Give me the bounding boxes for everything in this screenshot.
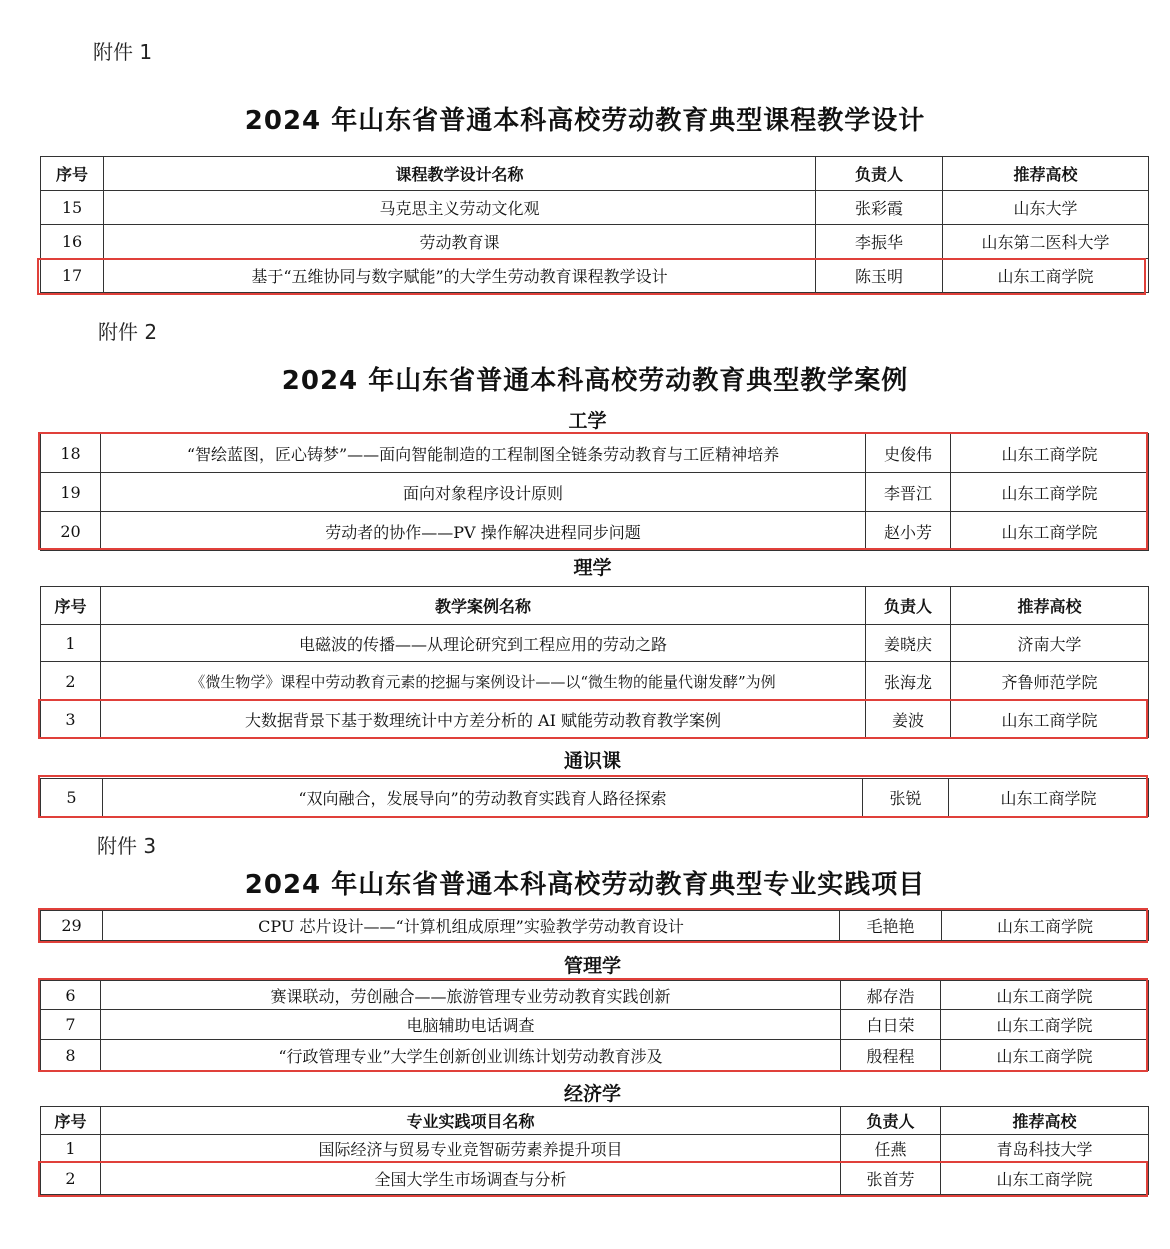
row-name: 面向对象程序设计原则 bbox=[101, 473, 866, 512]
header-name: 课程教学设计名称 bbox=[104, 157, 816, 191]
attachment-1-label: 附件 1 bbox=[93, 40, 153, 64]
row-no: 20 bbox=[41, 512, 101, 551]
row-name: 劳动者的协作——PV 操作解决进程同步问题 bbox=[101, 512, 866, 551]
row-name: “双向融合，发展导向”的劳动教育实践育人路径探索 bbox=[103, 779, 863, 817]
table-row bbox=[41, 662, 1149, 701]
row-school: 山东工商学院 bbox=[941, 1010, 1149, 1040]
table-row bbox=[41, 191, 1149, 225]
header-school: 推荐高校 bbox=[941, 1107, 1149, 1135]
category-general: 通识课 bbox=[563, 750, 621, 772]
category-economics: 经济学 bbox=[563, 1083, 621, 1105]
table-row bbox=[41, 434, 1149, 473]
row-lead: 张首芳 bbox=[841, 1163, 941, 1195]
row-school: 山东工商学院 bbox=[942, 911, 1149, 941]
attachment-3-label: 附件 3 bbox=[97, 834, 157, 858]
attachment-1-title: 2024 年山东省普通本科高校劳动教育典型课程教学设计 bbox=[244, 106, 926, 136]
row-name: “行政管理专业”大学生创新创业训练计划劳动教育涉及 bbox=[101, 1040, 841, 1071]
row-name: 电脑辅助电话调查 bbox=[101, 1010, 841, 1040]
row-lead: 陈玉明 bbox=[816, 259, 943, 293]
row-lead: 史俊伟 bbox=[866, 434, 951, 473]
table-row bbox=[41, 259, 1149, 293]
row-school: 山东工商学院 bbox=[943, 259, 1149, 293]
row-no: 2 bbox=[41, 1163, 101, 1195]
course-design-table bbox=[40, 156, 1149, 293]
row-name: 赛课联动，劳创融合——旅游管理专业劳动教育实践创新 bbox=[101, 981, 841, 1010]
row-no: 15 bbox=[41, 191, 104, 225]
row-school: 山东工商学院 bbox=[951, 473, 1149, 512]
project-top-table bbox=[40, 910, 1149, 941]
table-row bbox=[41, 473, 1149, 512]
table-row bbox=[41, 1135, 1149, 1163]
row-name: 马克思主义劳动文化观 bbox=[104, 191, 816, 225]
economics-project-table bbox=[40, 1106, 1149, 1195]
row-lead: 任燕 bbox=[841, 1135, 941, 1163]
category-management: 管理学 bbox=[563, 955, 621, 977]
row-name: 全国大学生市场调查与分析 bbox=[101, 1163, 841, 1195]
category-engineering: 工学 bbox=[568, 410, 607, 432]
row-name: CPU 芯片设计——“计算机组成原理”实验教学劳动教育设计 bbox=[103, 911, 840, 941]
header-school: 推荐高校 bbox=[951, 587, 1149, 625]
row-lead: 毛艳艳 bbox=[840, 911, 942, 941]
row-lead: 张海龙 bbox=[866, 662, 951, 701]
table-header-row bbox=[41, 157, 1149, 191]
row-name: 基于“五维协同与数字赋能”的大学生劳动教育课程教学设计 bbox=[104, 259, 816, 293]
row-no: 1 bbox=[41, 625, 101, 662]
row-name: 大数据背景下基于数理统计中方差分析的 AI 赋能劳动教育教学案例 bbox=[101, 701, 866, 738]
row-name: 《微生物学》课程中劳动教育元素的挖掘与案例设计——以“微生物的能量代谢发酵”为例 bbox=[101, 662, 866, 701]
row-no: 7 bbox=[41, 1010, 101, 1040]
row-no: 2 bbox=[41, 662, 101, 701]
table-row bbox=[41, 779, 1149, 817]
row-no: 18 bbox=[41, 434, 101, 473]
table-row bbox=[41, 512, 1149, 551]
header-lead: 负责人 bbox=[841, 1107, 941, 1135]
row-school: 山东工商学院 bbox=[941, 1040, 1149, 1071]
row-lead: 白日荣 bbox=[841, 1010, 941, 1040]
header-no: 序号 bbox=[41, 587, 101, 625]
table-row bbox=[41, 1163, 1149, 1195]
row-school: 山东工商学院 bbox=[949, 779, 1149, 817]
row-school: 山东工商学院 bbox=[951, 434, 1149, 473]
row-school: 山东工商学院 bbox=[951, 512, 1149, 551]
row-school: 山东工商学院 bbox=[941, 981, 1149, 1010]
row-lead: 赵小芳 bbox=[866, 512, 951, 551]
row-name: “智绘蓝图，匠心铸梦”——面向智能制造的工程制图全链条劳动教育与工匠精神培养 bbox=[101, 434, 866, 473]
row-no: 5 bbox=[41, 779, 103, 817]
header-no: 序号 bbox=[41, 1107, 101, 1135]
table-row bbox=[41, 1040, 1149, 1071]
header-name: 专业实践项目名称 bbox=[101, 1107, 841, 1135]
table-row bbox=[41, 625, 1149, 662]
attachment-3-title: 2024 年山东省普通本科高校劳动教育典型专业实践项目 bbox=[244, 870, 926, 900]
table-header-row bbox=[41, 587, 1149, 625]
row-school: 青岛科技大学 bbox=[941, 1135, 1149, 1163]
row-school: 济南大学 bbox=[951, 625, 1149, 662]
row-lead: 殷程程 bbox=[841, 1040, 941, 1071]
table-header-row bbox=[41, 1107, 1149, 1135]
row-lead: 李晋江 bbox=[866, 473, 951, 512]
row-no: 1 bbox=[41, 1135, 101, 1163]
row-no: 16 bbox=[41, 225, 104, 259]
header-lead: 负责人 bbox=[816, 157, 943, 191]
row-no: 6 bbox=[41, 981, 101, 1010]
header-name: 教学案例名称 bbox=[101, 587, 866, 625]
row-school: 山东第二医科大学 bbox=[943, 225, 1149, 259]
row-no: 8 bbox=[41, 1040, 101, 1071]
row-school: 山东大学 bbox=[943, 191, 1149, 225]
row-lead: 张彩霞 bbox=[816, 191, 943, 225]
row-name: 劳动教育课 bbox=[104, 225, 816, 259]
row-lead: 张锐 bbox=[863, 779, 949, 817]
row-no: 19 bbox=[41, 473, 101, 512]
row-school: 山东工商学院 bbox=[951, 701, 1149, 738]
science-case-table bbox=[40, 586, 1149, 738]
table-row bbox=[41, 911, 1149, 941]
header-lead: 负责人 bbox=[866, 587, 951, 625]
row-lead: 郝存浩 bbox=[841, 981, 941, 1010]
row-school: 山东工商学院 bbox=[941, 1163, 1149, 1195]
table-row bbox=[41, 981, 1149, 1010]
management-project-table bbox=[40, 980, 1149, 1071]
row-lead: 姜波 bbox=[866, 701, 951, 738]
attachment-2-title: 2024 年山东省普通本科高校劳动教育典型教学案例 bbox=[281, 366, 909, 396]
header-no: 序号 bbox=[41, 157, 104, 191]
row-name: 电磁波的传播——从理论研究到工程应用的劳动之路 bbox=[101, 625, 866, 662]
row-no: 17 bbox=[41, 259, 104, 293]
row-lead: 李振华 bbox=[816, 225, 943, 259]
row-no: 3 bbox=[41, 701, 101, 738]
row-no: 29 bbox=[41, 911, 103, 941]
row-school: 齐鲁师范学院 bbox=[951, 662, 1149, 701]
general-case-table bbox=[40, 778, 1149, 817]
engineering-case-table bbox=[40, 433, 1149, 551]
row-lead: 姜晓庆 bbox=[866, 625, 951, 662]
header-school: 推荐高校 bbox=[943, 157, 1149, 191]
attachment-2-label: 附件 2 bbox=[98, 320, 158, 344]
table-row bbox=[41, 225, 1149, 259]
table-row bbox=[41, 701, 1149, 738]
table-row bbox=[41, 1010, 1149, 1040]
row-name: 国际经济与贸易专业竞智砺劳素养提升项目 bbox=[101, 1135, 841, 1163]
category-science: 理学 bbox=[573, 557, 612, 579]
